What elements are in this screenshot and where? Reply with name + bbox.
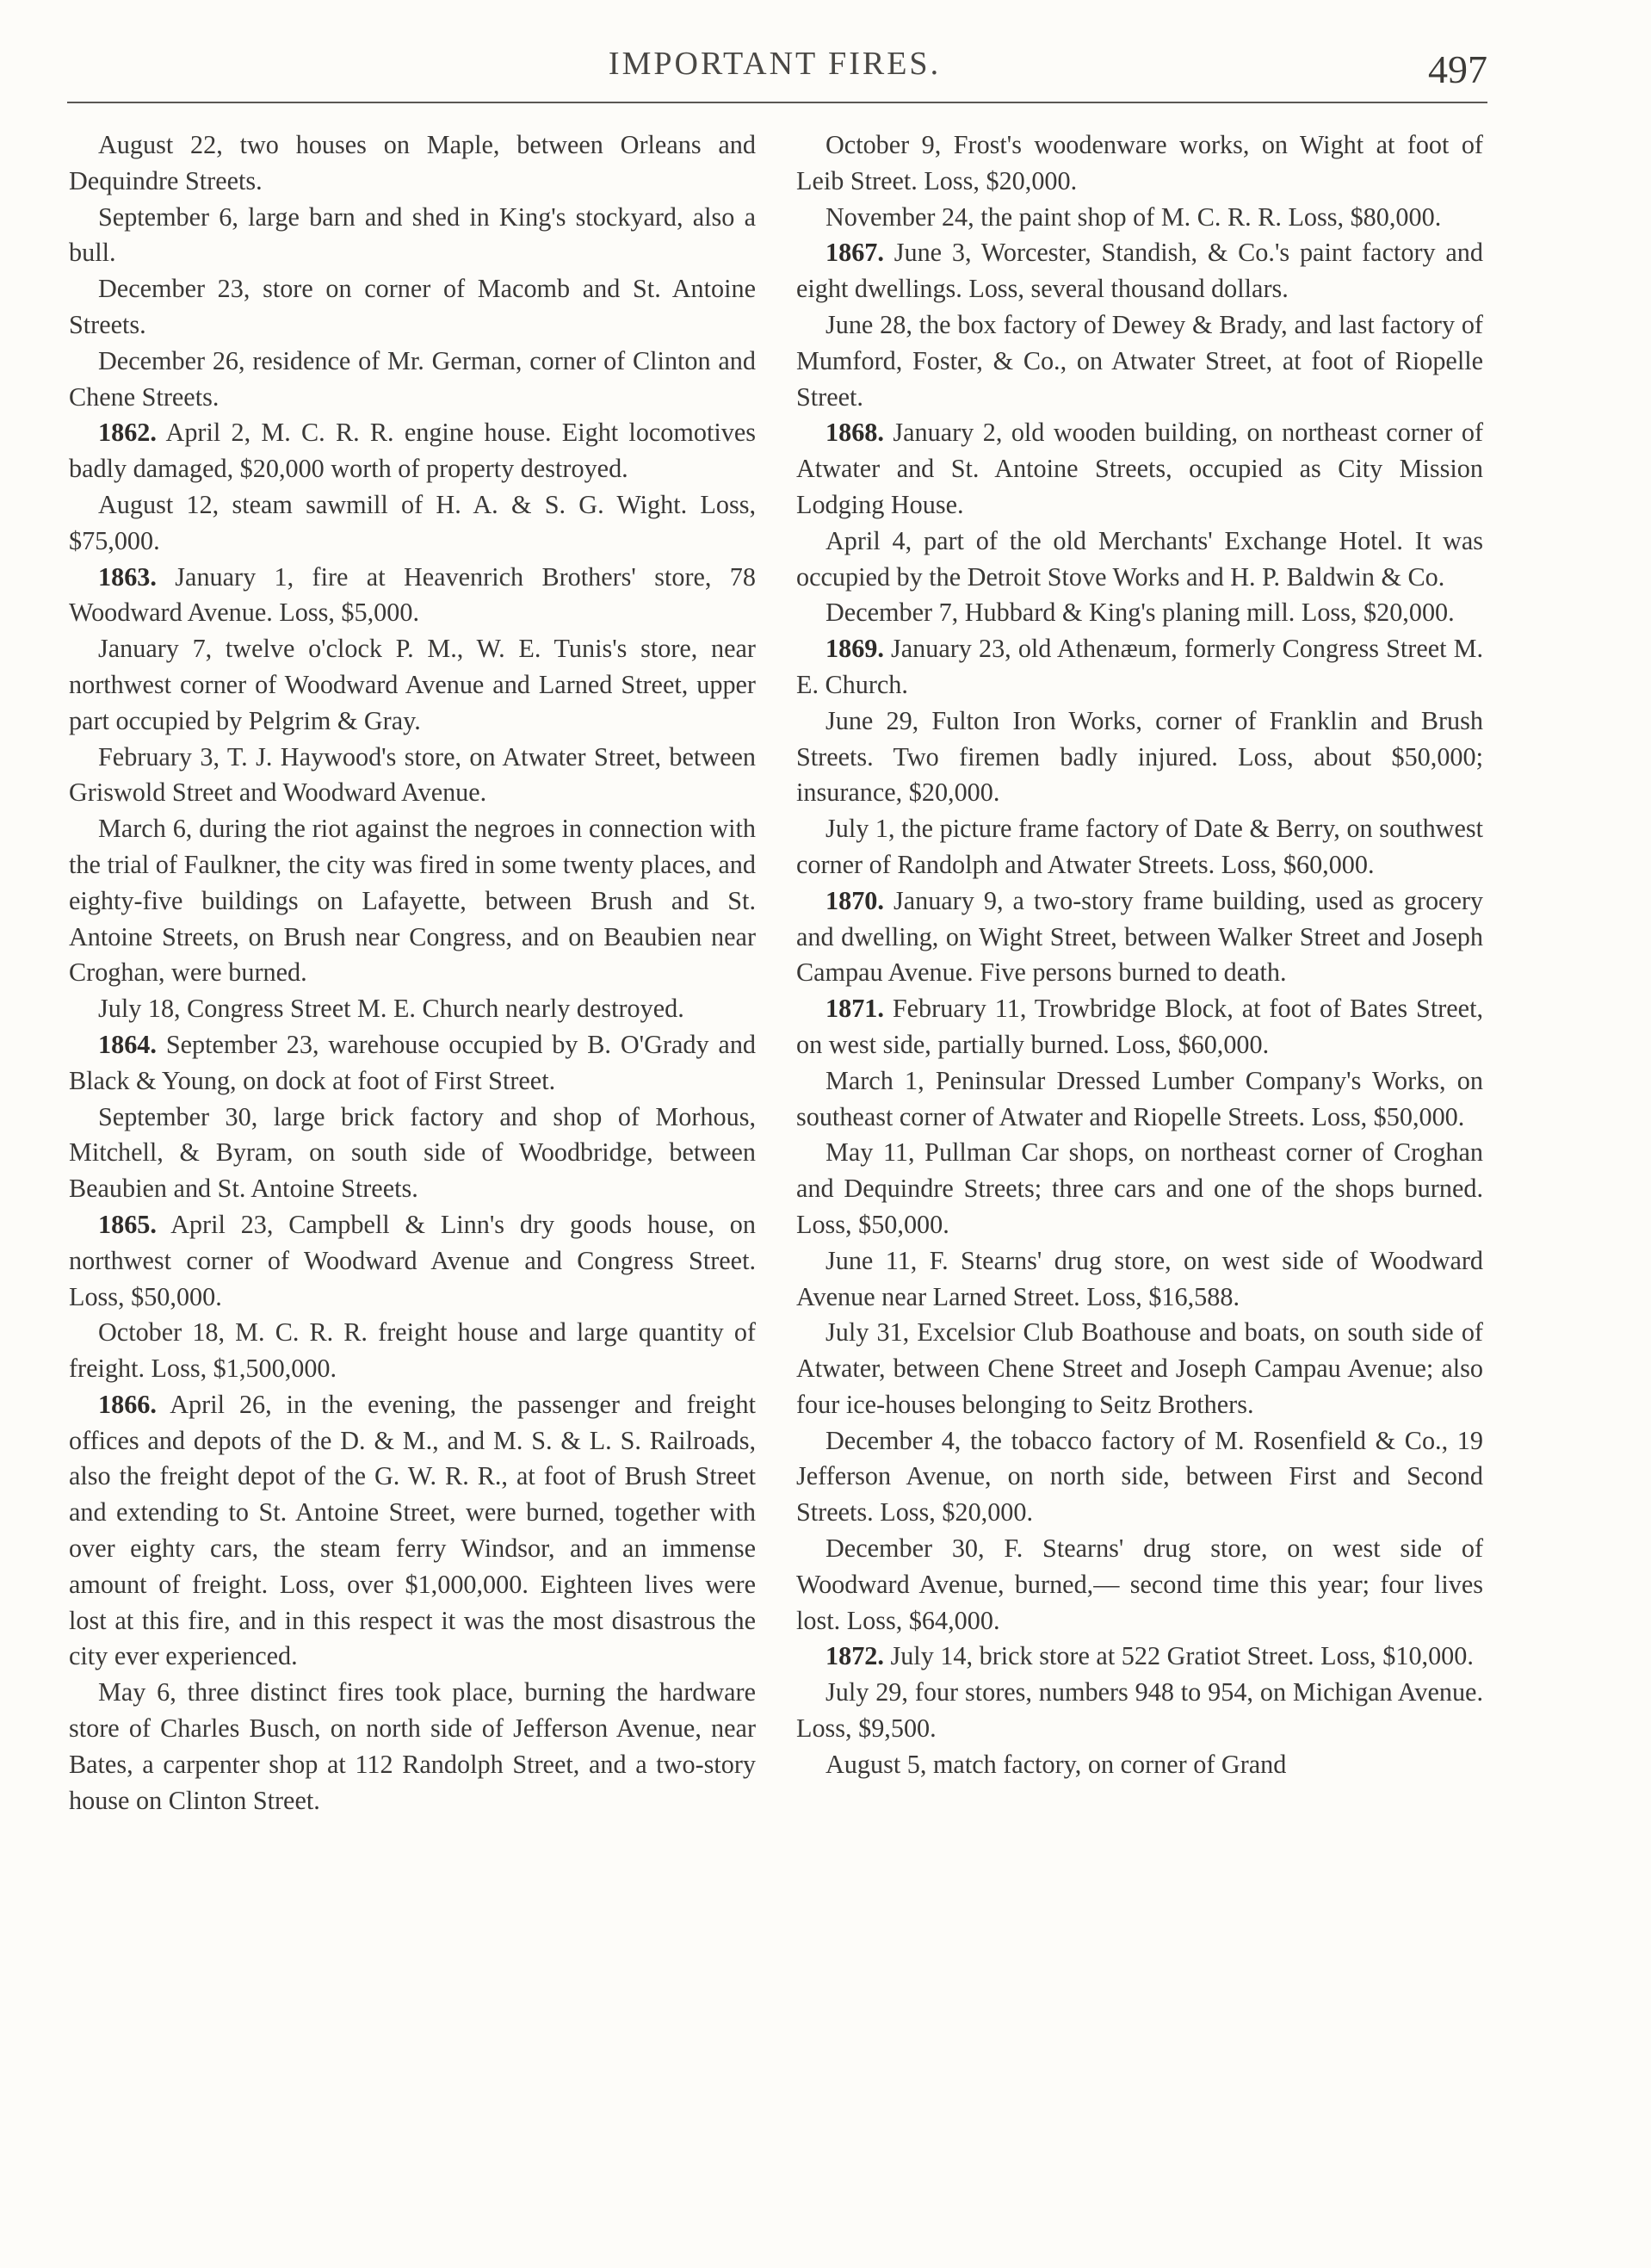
entry-text: November 24, the paint shop of M. C. R. R. Loss, $80,000. xyxy=(826,201,1442,232)
entry-text: February 11, Trowbridge Block, at foot of Bates Street, on west side, partially burned. Loss, $60,000. xyxy=(796,994,1484,1059)
entry-text: May 11, Pullman Car shops, on northeast corner of Croghan and Dequindre Streets; three cars and one of the shops burned. Loss, $50,000. xyxy=(796,1137,1483,1239)
fire-entry xyxy=(796,1063,1483,1136)
fire-entry xyxy=(796,200,1483,236)
entry-text: June 3, Worcester, Standish, & Co.'s paint factory and eight dwellings. Loss, several thousand dollars. xyxy=(796,238,1483,304)
page-header xyxy=(0,34,1651,103)
fire-entry xyxy=(796,1243,1483,1316)
entry-text: October 18, M. C. R. R. freight house and large quantity of freight. Loss, $1,500,000. xyxy=(69,1317,756,1384)
fire-entry xyxy=(796,415,1483,523)
entry-year: 1863. xyxy=(98,561,157,592)
entry-year: 1870. xyxy=(826,885,884,915)
entry-text: December 30, F. Stearns' drug store, on west side of Woodward Avenue, burned,— second time this year; four lives lost. Loss, $64,000. xyxy=(796,1534,1483,1635)
entry-year: 1871. xyxy=(826,994,884,1024)
entry-text: September 30, large brick factory and shop of Morhous, Mitchell, & Byram, on south side of Woodbridge, between Beaubien and St. Antoine Streets. xyxy=(69,1101,756,1204)
entry-text: September 6, large barn and shed in King's stockyard, also a bull. xyxy=(69,201,756,268)
entry-text: July 14, brick store at 522 Gratiot Street. Loss, $10,000. xyxy=(890,1641,1474,1671)
entry-text: July 29, four stores, numbers 948 to 954, on Michigan Avenue. Loss, $9,500. xyxy=(796,1677,1483,1744)
entry-text: February 3, T. J. Haywood's store, on Atwater Street, between Griswold Street and Woodward Avenue. xyxy=(69,741,756,808)
entry-text: January 7, twelve o'clock P. M., W. E. Tunis's store, near northwest corner of Woodward Avenue and Larned Street, upper part occupied by Pelgrim & Gray. xyxy=(69,634,756,735)
running-title: IMPORTANT FIRES. xyxy=(608,46,942,82)
header-rule xyxy=(67,102,1487,103)
fire-entry xyxy=(69,1315,756,1387)
fire-entry xyxy=(796,307,1483,415)
fire-entry xyxy=(796,883,1483,991)
entry-text: June 29, Fulton Iron Works, corner of Franklin and Brush Streets. Two firemen badly injured. Loss, about $50,000; insurance, $20,000. xyxy=(796,705,1483,808)
fire-entry xyxy=(796,1675,1483,1747)
entry-year: 1868. xyxy=(826,418,884,448)
fire-entry xyxy=(69,811,756,991)
entry-year: 1864. xyxy=(98,1029,157,1059)
entry-text: April 26, in the evening, the passenger and freight offices and depots of the D. & M., and M. S. & L. S. Railroads, also the freight depot of the G. W. R. R., at foot of Brush Street and extending to St. Antoine Street, were burned, together with over eighty cars, the steam ferry Windsor, and an immense amount of freight. Loss, over $1,000,000. Eighteen lives were lost at this fire, and in this respect it was the most disastrous the city ever experienced. xyxy=(69,1389,756,1671)
fire-entry xyxy=(69,631,756,739)
fire-entry xyxy=(796,991,1483,1063)
fire-entry xyxy=(796,524,1483,596)
left-column xyxy=(69,127,756,1819)
page-number: 497 xyxy=(1428,47,1487,91)
fire-entry xyxy=(796,127,1483,200)
fire-entry xyxy=(796,235,1483,307)
entry-text: June 11, F. Stearns' drug store, on west side of Woodward Avenue near Larned Street. Loss, $16,588. xyxy=(796,1245,1483,1311)
entry-text: December 4, the tobacco factory of M. Rosenfield & Co., 19 Jefferson Avenue, on north side, between First and Second Streets. Loss, $20,000. xyxy=(796,1425,1483,1527)
entry-year: 1862. xyxy=(98,418,157,448)
fire-entry xyxy=(69,991,756,1027)
entry-text: January 1, fire at Heavenrich Brothers' store, 78 Woodward Avenue. Loss, $5,000. xyxy=(69,561,756,628)
fire-entry xyxy=(69,271,756,344)
fire-entry xyxy=(796,811,1483,883)
entry-year: 1866. xyxy=(98,1389,157,1419)
fire-entry xyxy=(796,1639,1483,1675)
entry-text: December 7, Hubbard & King's planing mill. Loss, $20,000. xyxy=(826,598,1455,628)
fire-entry xyxy=(796,1135,1483,1242)
entry-text: July 31, Excelsior Club Boathouse and boats, on south side of Atwater, between Chene Street and Joseph Campau Avenue; also four ice-houses belonging to Seitz Brothers. xyxy=(796,1317,1483,1419)
entry-year: 1865. xyxy=(98,1209,157,1239)
fire-entry xyxy=(796,595,1483,631)
entry-text: December 26, residence of Mr. German, corner of Clinton and Chene Streets. xyxy=(69,345,756,412)
right-column xyxy=(796,127,1483,1783)
fire-entry xyxy=(69,1387,756,1675)
fire-entry xyxy=(796,1531,1483,1639)
entry-year: 1869. xyxy=(826,634,884,664)
entry-text: June 28, the box factory of Dewey & Brady, and last factory of Mumford, Foster, & Co., on Atwater Street, at foot of Riopelle Street. xyxy=(796,309,1483,412)
fire-entry xyxy=(69,415,756,487)
fire-entry xyxy=(69,560,756,632)
entry-text: October 9, Frost's woodenware works, on Wight at foot of Leib Street. Loss, $20,000. xyxy=(796,130,1483,195)
fire-entry xyxy=(69,200,756,272)
fire-entry xyxy=(796,1315,1483,1422)
entry-text: August 12, steam sawmill of H. A. & S. G. Wight. Loss, $75,000. xyxy=(69,489,756,555)
entry-text: April 2, M. C. R. R. engine house. Eight locomotives badly damaged, $20,000 worth of property destroyed. xyxy=(69,418,756,484)
entry-text: April 4, part of the old Merchants' Exchange Hotel. It was occupied by the Detroit Stove Works and H. P. Baldwin & Co. xyxy=(796,525,1483,592)
entry-text: July 18, Congress Street M. E. Church nearly destroyed. xyxy=(98,994,684,1024)
fire-entry xyxy=(69,1207,756,1315)
entry-text: July 1, the picture frame factory of Date & Berry, on southwest corner of Randolph and Atwater Streets. Loss, $60,000. xyxy=(796,814,1483,879)
entry-text: January 9, a two-story frame building, used as grocery and dwelling, on Wight Street, between Walker Street and Joseph Campau Avenue. Five persons burned to death. xyxy=(796,885,1483,988)
entry-text: January 2, old wooden building, on northeast corner of Atwater and St. Antoine Streets, occupied as City Mission Lodging House. xyxy=(796,418,1483,519)
fire-entry xyxy=(69,127,756,200)
fire-entry xyxy=(69,1100,756,1207)
entry-text: April 23, Campbell & Linn's dry goods house, on northwest corner of Woodward Avenue and Congress Street. Loss, $50,000. xyxy=(69,1209,756,1311)
entry-year: 1872. xyxy=(826,1641,884,1671)
fire-entry xyxy=(796,631,1483,703)
entry-text: May 6, three distinct fires took place, burning the hardware store of Charles Busch, on north side of Jefferson Avenue, near Bates, a carpenter shop at 112 Randolph Street, and a two-story house on Clinton Street. xyxy=(69,1677,756,1815)
fire-entry xyxy=(796,1747,1483,1783)
entry-text: September 23, warehouse occupied by B. O'Grady and Black & Young, on dock at foot of First Street. xyxy=(69,1029,757,1095)
fire-entry xyxy=(69,740,756,812)
entry-text: December 23, store on corner of Macomb and St. Antoine Streets. xyxy=(69,274,756,339)
fire-entry xyxy=(69,1675,756,1819)
entry-text: August 22, two houses on Maple, between Orleans and Dequindre Streets. xyxy=(69,130,756,195)
fire-entry xyxy=(796,1423,1483,1531)
fire-entry xyxy=(69,344,756,416)
fire-entry xyxy=(796,703,1483,811)
fire-entry xyxy=(69,487,756,560)
fire-entry xyxy=(69,1027,756,1100)
entry-text: March 1, Peninsular Dressed Lumber Company's Works, on southeast corner of Atwater and Riopelle Streets. Loss, $50,000. xyxy=(796,1065,1483,1131)
entry-text: August 5, match factory, on corner of Grand xyxy=(826,1749,1287,1779)
entry-text: January 23, old Athenæum, formerly Congress Street M. E. Church. xyxy=(796,634,1483,699)
entry-year: 1867. xyxy=(826,238,884,268)
entry-text: March 6, during the riot against the negroes in connection with the trial of Faulkner, the city was fired in some twenty places, and eighty-five buildings on Lafayette, between Brush and St. Antoine Streets, on Brush near Congress, and on Beaubien near Croghan, were burned. xyxy=(69,814,756,988)
